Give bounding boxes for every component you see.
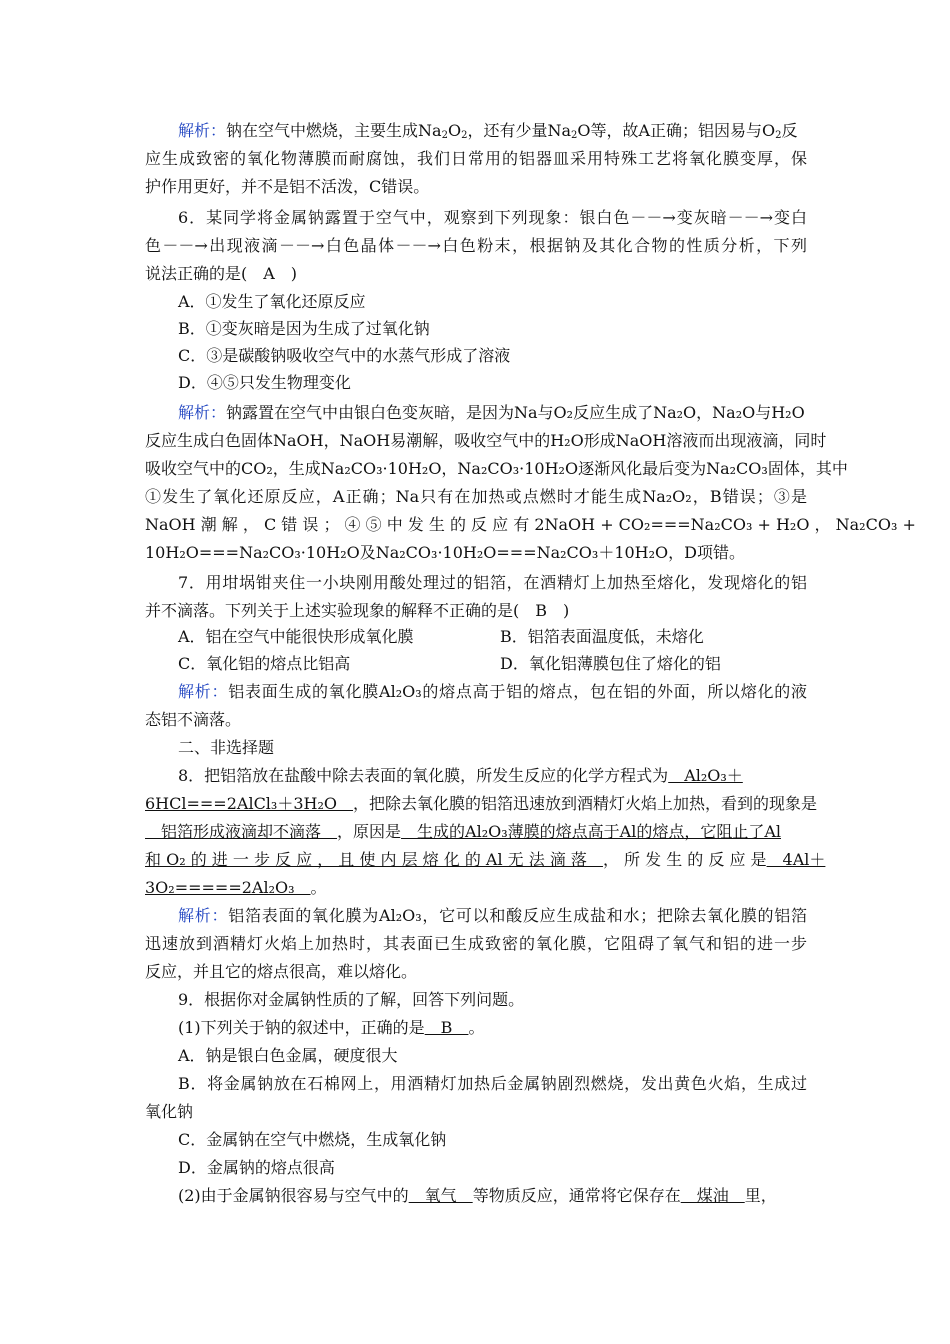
q8-answer-1: Al₂O₃＋ (668, 766, 743, 785)
q9-answer-1: B (424, 1018, 469, 1037)
q7-options-row-2 (178, 651, 807, 677)
q9-option-c: C．金属钠在空气中燃烧，生成氧化钠 (178, 1130, 447, 1149)
q7-analysis-line-1: 解析：铝表面生成的氧化膜Al₂O₃的熔点高于铝的熔点，包在铝的外面，所以熔化的液 (178, 682, 807, 701)
q5-analysis-line-2: 应生成致密的氧化物薄膜而耐腐蚀，我们日常用的铝器皿采用特殊工艺将氧化膜变厚，保 (145, 149, 807, 168)
q8-answer-3-cont: 和 O₂ 的 进 一 步 反 应 ， 且 使 内 层 熔 化 的 Al 无 法 滴 落 (145, 850, 603, 869)
q6-analysis-line-6: 10H₂O===Na₂CO₃·10H₂O及Na₂CO₃·10H₂O===Na₂CO₃＋10H₂O，D项错。 (145, 543, 745, 562)
q8-line-4: 和 O₂ 的 进 一 步 反 应 ， 且 使 内 层 熔 化 的 Al 无 法 滴 落 ， 所 发 生 的 反 应 是 4Al＋ (145, 850, 826, 869)
q7-option-d: D．氧化铝薄膜包住了熔化的铝 (500, 654, 721, 673)
q7-analysis-line-2: 态铝不滴落。 (145, 710, 242, 729)
q6-analysis-line-1: 解析：钠露置在空气中由银白色变灰暗，是因为Na与O₂反应生成了Na₂O，Na₂O与H₂O (178, 403, 805, 422)
q8-analysis-line-2: 迅速放到酒精灯火焰上加热时，其表面已生成致密的氧化膜，它阻碍了氧气和铝的进一步 (145, 934, 807, 953)
q6-stem-line-2: 色－－→出现液滴－－→白色晶体－－→白色粉末，根据钠及其化合物的性质分析，下列 (145, 236, 807, 255)
q9-sub1: (1)下列关于钠的叙述中，正确的是 B 。 (178, 1018, 485, 1037)
q6-analysis-line-2: 反应生成白色固体NaOH，NaOH易潮解，吸收空气中的H₂O形成NaOH溶液而出现液滴，同时 (145, 431, 827, 450)
q9-answer-3: 煤油 (680, 1186, 745, 1205)
q8-line-5: 3O₂=====2Al₂O₃ 。 (145, 878, 327, 897)
analysis-label: 解析： (178, 121, 227, 140)
q9-option-b-line-1: B．将金属钠放在石棉网上，用酒精灯加热后金属钠剧烈燃烧，发出黄色火焰，生成过 (178, 1074, 807, 1093)
q9-sub2: (2)由于金属钠很容易与空气中的 氧气 等物质反应，通常将它保存在 煤油 里， (178, 1186, 777, 1205)
q9-option-d: D．金属钠的熔点很高 (178, 1158, 335, 1177)
q6-option-c: C．③是碳酸钠吸收空气中的水蒸气形成了溶液 (178, 346, 511, 365)
q8-analysis-line-3: 反应，并且它的熔点很高，难以熔化。 (145, 962, 418, 981)
q8-line-2: 6HCl===2AlCl₃＋3H₂O ，把除去氧化膜的铝箔迅速放到酒精灯火焰上加热，看到的现象是 (145, 794, 818, 813)
q8-answer-1-cont: 6HCl===2AlCl₃＋3H₂O (145, 794, 354, 813)
q8-answer-2: 铝箔形成液滴却不滴落 (145, 822, 338, 841)
q7-stem-line-2: 并不滴落。下列关于上述实验现象的解释不正确的是( B ) (145, 601, 570, 620)
q8-answer-4-cont: 3O₂=====2Al₂O₃ (145, 878, 311, 897)
q6-analysis-line-5: NaOH 潮 解 ， C 错 误 ； ④ ⑤ 中 发 生 的 反 应 有 2NaOH + CO₂===Na₂CO₃ + H₂O ， Na₂CO₃ + (145, 515, 916, 534)
q7-option-c: C．氧化铝的熔点比铝高 (178, 654, 351, 673)
q6-analysis-line-3: 吸收空气中的CO₂，生成Na₂CO₃·10H₂O，Na₂CO₃·10H₂O逐渐风化最后变为Na₂CO₃固体，其中 (145, 459, 848, 478)
q9-option-a: A．钠是银白色金属，硬度很大 (178, 1046, 398, 1065)
q8-line-1: 8．把铝箔放在盐酸中除去表面的氧化膜，所发生反应的化学方程式为 Al₂O₃＋ (178, 766, 743, 785)
q5-analysis-line-3: 护作用更好，并不是铝不活泼，C错误。 (145, 177, 430, 196)
q8-answer-3: 生成的Al₂O₃薄膜的熔点高于Al的熔点，它阻止了Al (401, 822, 781, 841)
q6-stem-line-1: 6．某同学将金属钠露置于空气中，观察到下列现象：银白色－－→变灰暗－－→变白 (178, 208, 807, 227)
q8-analysis-line-1: 解析：铝箔表面的氧化膜为Al₂O₃，它可以和酸反应生成盐和水；把除去氧化膜的铝箔 (178, 906, 807, 925)
q5-analysis-line-1: 解析：钠在空气中燃烧，主要生成$Na_2O_2$，还有少量$Na_2O$等，故A正确；铝因易与$O_2$反 (178, 121, 798, 141)
q6-option-b: B．①变灰暗是因为生成了过氧化钠 (178, 319, 430, 338)
q7-option-b: B．铝箔表面温度低，未熔化 (500, 627, 704, 646)
q8-line-3: 铝箔形成液滴却不滴落 ，原因是 生成的Al₂O₃薄膜的熔点高于Al的熔点，它阻止了Al (145, 822, 781, 841)
section-heading: 二、非选择题 (178, 738, 275, 757)
q6-option-d: D．④⑤只发生物理变化 (178, 373, 351, 392)
q6-analysis-line-4: ①发生了氧化还原反应，A正确；Na只有在加热或点燃时才能生成Na₂O₂，B错误；③是 (145, 487, 807, 506)
q9-answer-2: 氧气 (408, 1186, 473, 1205)
q7-options-row-1 (178, 624, 807, 650)
q9-stem: 9．根据你对金属钠性质的了解，回答下列问题。 (178, 990, 525, 1009)
q6-option-a: A．①发生了氧化还原反应 (178, 292, 366, 311)
q7-stem-line-1: 7．用坩埚钳夹住一小块刚用酸处理过的铝箔，在酒精灯上加热至熔化，发现熔化的铝 (178, 573, 807, 592)
q8-answer-4: 4Al＋ (766, 850, 826, 869)
q7-option-a: A．铝在空气中能很快形成氧化膜 (178, 627, 414, 646)
q6-stem-line-3: 说法正确的是( A ) (145, 264, 298, 283)
q9-option-b-line-2: 氧化钠 (145, 1102, 194, 1121)
